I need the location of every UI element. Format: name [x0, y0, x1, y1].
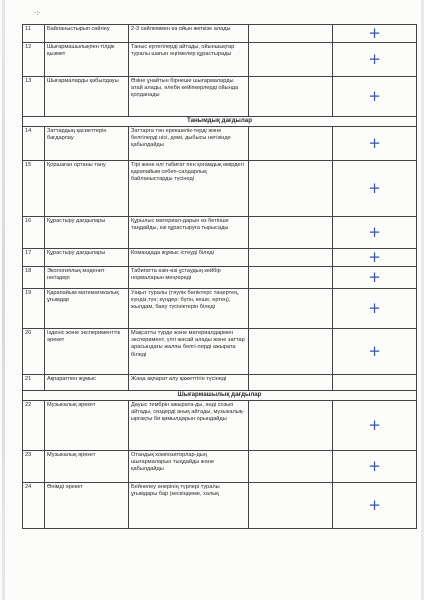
skill-name: Қарапайым математикалық ұғымдар	[45, 289, 129, 329]
skill-indicator: Командада жұмыс істеуді біледі	[129, 249, 249, 267]
table-row	[23, 161, 417, 217]
empty-cell	[249, 375, 333, 391]
row-number: 17	[23, 249, 45, 267]
empty-cell	[249, 25, 333, 43]
row-number: 15	[23, 161, 45, 217]
row-number: 13	[23, 77, 45, 117]
skill-name: Қоршаған ортаны тану	[45, 161, 129, 217]
row-number: 12	[23, 43, 45, 77]
empty-cell	[249, 127, 333, 161]
empty-cell	[249, 43, 333, 77]
header-marks: ·:·	[34, 9, 41, 17]
row-number: 20	[23, 329, 45, 375]
table-row	[23, 267, 417, 289]
scan-edge-left	[2, 0, 5, 600]
skill-name: Ізденіс және эксперименттік әрекет	[45, 329, 129, 375]
skill-indicator: Заттарға тән ерекшелік-терді және белгілерді нісі, дәмі, дыбысы негізінде қабылдайды	[129, 127, 249, 161]
section-header-cognitive	[23, 117, 417, 127]
table-row	[23, 77, 417, 117]
skill-indicator: Тірі және өлі табиғат пен қоғамдық өмірдегі қарапайым себеп-салдарлық байланыстарды түсінеді	[129, 161, 249, 217]
skill-name: Байланыстырып сөйлеу	[45, 25, 129, 43]
table-row	[23, 329, 417, 375]
empty-cell	[249, 249, 333, 267]
empty-cell	[249, 401, 333, 451]
rows-speech	[23, 25, 417, 117]
check-mark: +	[333, 249, 417, 267]
skill-indicator: Отандық композиторлар-дың шығармаларын тыңдайды және қабылдайды	[129, 451, 249, 483]
skill-indicator: Табиғатта өзін-өзі ұстаудың кейбір нормаларын меңгереді	[129, 267, 249, 289]
skill-indicator: Дауыс тембрін ажырата-ды, әнді созып айтады, сөздерді анық айтады, музыкалық-ырғақты би қимылдарын орындайды	[129, 401, 249, 451]
row-number: 11	[23, 25, 45, 43]
skill-name: Ақпаратпен жұмыс	[45, 375, 129, 391]
skill-indicator: Өзіне ұнайтын бірнеше шығармаларды атай алады, әлеби кейіпкерлерді ойында қолданады	[129, 77, 249, 117]
empty-cell	[249, 483, 333, 529]
check-mark: +	[333, 161, 417, 217]
check-mark: +	[333, 127, 417, 161]
check-mark: +	[333, 25, 417, 43]
table-row	[23, 289, 417, 329]
skill-indicator: Таныс ертегілерді айтады, ойыншықтар туралы шағын әңгімелер құрастырады	[129, 43, 249, 77]
assessment-table	[22, 24, 417, 529]
check-mark: +	[333, 267, 417, 289]
check-mark: +	[333, 483, 417, 529]
skill-indicator: Бейнелеу өнерінің түрлері туралы ұғымдары бар (кескіндеме, халық	[129, 483, 249, 529]
table-row	[23, 43, 417, 77]
check-mark: +	[333, 43, 417, 77]
table-row	[23, 375, 417, 391]
empty-cell	[249, 267, 333, 289]
skill-name: Экологиялық мәденит негіздері	[45, 267, 129, 289]
check-mark: +	[333, 217, 417, 249]
table-row	[23, 483, 417, 529]
skill-name: Құрастыру дағдылары	[45, 249, 129, 267]
row-number: 24	[23, 483, 45, 529]
empty-cell	[249, 161, 333, 217]
check-mark: +	[333, 401, 417, 451]
table-row	[23, 401, 417, 451]
skill-name: Шығармашылықпен тілдік қызмет	[45, 43, 129, 77]
row-number: 18	[23, 267, 45, 289]
empty-cell	[249, 451, 333, 483]
check-mark	[333, 375, 417, 391]
rows-creative	[23, 401, 417, 529]
empty-cell	[249, 217, 333, 249]
skill-indicator: 2-3 сөйлеммен өз ойын жеткізе алады	[129, 25, 249, 43]
row-number: 16	[23, 217, 45, 249]
row-number: 19	[23, 289, 45, 329]
rows-cognitive	[23, 127, 417, 391]
skill-name: Құрастыру дағдылары	[45, 217, 129, 249]
skill-name: Шығармаларды қабылдауы	[45, 77, 129, 117]
table-row	[23, 217, 417, 249]
skill-indicator: Мақсатты түрде және материалдармен эксперимент, үлгі жасай алады және заттар арасындағы жалпы белгі-лерді ажырата біледі	[129, 329, 249, 375]
table-row	[23, 127, 417, 161]
section-header-creative	[23, 391, 417, 401]
empty-cell	[249, 77, 333, 117]
section-title: Танымдық дағдылар	[23, 117, 417, 127]
check-mark: +	[333, 451, 417, 483]
check-mark: +	[333, 289, 417, 329]
skill-name: Музыкалық әрекет	[45, 401, 129, 451]
section-title: Шығармашылық дағдылар	[23, 391, 417, 401]
table-row	[23, 249, 417, 267]
row-number: 21	[23, 375, 45, 391]
skill-name: Музыкалық әрекет	[45, 451, 129, 483]
skill-indicator: Құрылыс материал-дарын өз бетінше таңдайды, өзі құрастыруға тырысады	[129, 217, 249, 249]
skill-indicator: Жаңа ақпарат алу қажеттігін түсінеді	[129, 375, 249, 391]
skill-name: Өнімді әрекет	[45, 483, 129, 529]
check-mark: +	[333, 77, 417, 117]
empty-cell	[249, 289, 333, 329]
check-mark: +	[333, 329, 417, 375]
table-row	[23, 451, 417, 483]
row-number: 22	[23, 401, 45, 451]
skill-name: Заттардың қасиеттерін бағдарлау	[45, 127, 129, 161]
row-number: 23	[23, 451, 45, 483]
table-row	[23, 25, 417, 43]
empty-cell	[249, 329, 333, 375]
skill-indicator: Уақыт туралы (тәулік бөліктері: таңертең, күндіз,түн; күндер: бүгін, кеше, ертең), жылдам, баяу түсініктерін біледі	[129, 289, 249, 329]
row-number: 14	[23, 127, 45, 161]
